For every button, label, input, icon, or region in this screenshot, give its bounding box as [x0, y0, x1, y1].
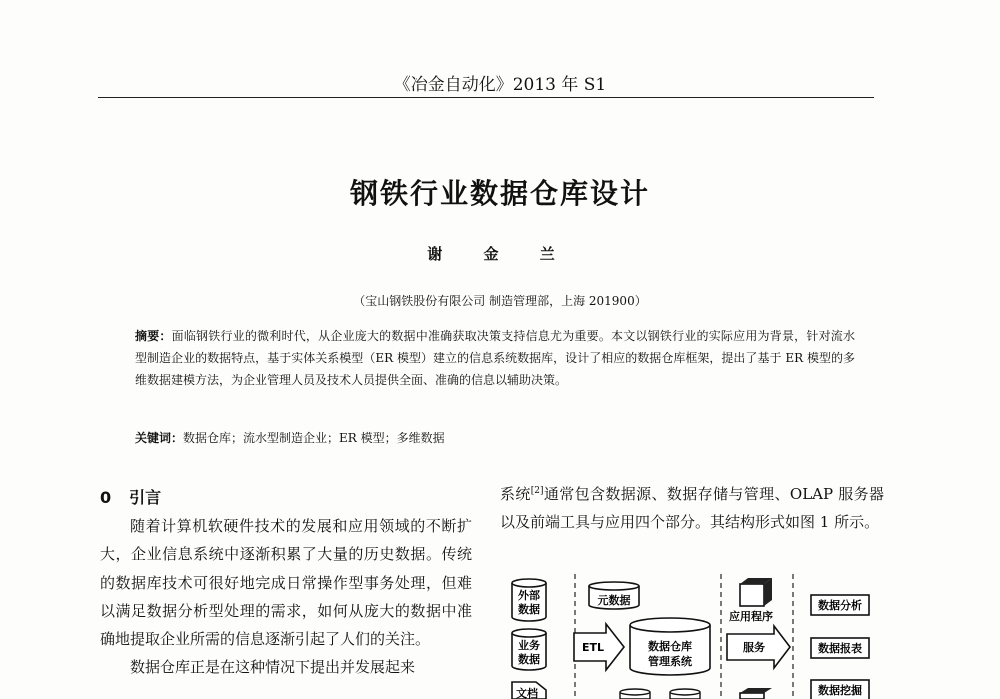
text-run: 通常包含数据源、数据存储与管理、OLAP 服务器以及前端工具与应用四个部分。其结构形式如图 1 所示。 — [500, 485, 884, 532]
label: ETL — [581, 641, 605, 654]
label: 文档 — [516, 687, 538, 699]
label: 数据报表 — [818, 642, 862, 655]
application-label: 应用程序 — [729, 610, 773, 623]
output-data-mining — [811, 680, 869, 699]
output-data-analysis — [811, 595, 869, 615]
label: 数据 — [518, 603, 540, 616]
left-column — [100, 512, 472, 682]
label: 数据仓库 — [648, 640, 692, 653]
label: 业务 — [518, 639, 540, 652]
section-number: 0 — [100, 488, 112, 507]
label: 管理系统 — [648, 655, 692, 668]
journal-header: 《冶金自动化》2013 年 S1 — [393, 75, 607, 95]
label: 服务 — [743, 641, 765, 654]
header-rule — [98, 97, 874, 98]
label: 元数据 — [597, 594, 631, 607]
application-cube — [740, 578, 772, 606]
right-column — [500, 480, 884, 537]
bottom-cylinder — [620, 689, 650, 699]
section-title: 引言 — [129, 488, 162, 507]
section-heading — [100, 485, 161, 508]
abstract-label: 摘要： — [135, 329, 172, 343]
label: 外部 — [518, 589, 540, 602]
paragraph — [500, 480, 884, 537]
affiliation: （宝山钢铁股份有限公司 制造管理部，上海 201900） — [353, 294, 647, 308]
paragraph: 随着计算机软硬件技术的发展和应用领域的不断扩大，企业信息系统中逐渐积累了大量的历史数据。传统的数据库技术可很好地完成日常操作型事务处理，但难以满足数据分析型处理的需求，如何从庞大的数据中准确地提取企业所需的信息逐渐引起了人们的关注。 — [100, 517, 472, 649]
citation: [2] — [530, 486, 544, 496]
author: 谢 金 兰 — [427, 245, 573, 263]
service-arrow — [727, 626, 790, 668]
metadata-cylinder — [589, 582, 639, 609]
paragraph: 数据仓库正是在这种情况下提出并发展起来 — [130, 658, 416, 677]
application-cube — [740, 688, 772, 699]
abstract-text: 面临钢铁行业的微利时代，从企业庞大的数据中准确获取决策支持信息尤为重要。本文以钢铁行业的实际应用为背景，针对流水型制造企业的数据特点，基于实体关系模型（ER 模型）建立的信息系统数据库，设计了相应的数据仓库框架，提出了基于 ER 模型的多维数据建模方法，为企业管理人员及技术人员提供全面、准确的信息以辅助决策。 — [135, 329, 855, 387]
keywords-label: 关键词： — [135, 431, 184, 445]
keywords — [135, 429, 855, 446]
architecture-figure — [505, 570, 885, 699]
data-warehouse-cylinder — [630, 618, 710, 675]
paper-title: 钢铁行业数据仓库设计 — [349, 177, 650, 210]
etl-arrow — [574, 624, 624, 670]
label: 数据 — [518, 653, 540, 666]
abstract — [135, 325, 855, 391]
keywords-text: 数据仓库；流水型制造企业；ER 模型；多维数据 — [183, 431, 445, 445]
document-source — [512, 682, 546, 699]
text-run: 系统 — [500, 485, 531, 503]
label: 数据分析 — [818, 599, 862, 612]
external-data-cylinder — [512, 579, 546, 621]
business-data-cylinder — [512, 629, 546, 670]
bottom-cylinder — [670, 689, 700, 699]
output-data-report — [811, 638, 869, 658]
label: 数据挖掘 — [818, 684, 862, 697]
